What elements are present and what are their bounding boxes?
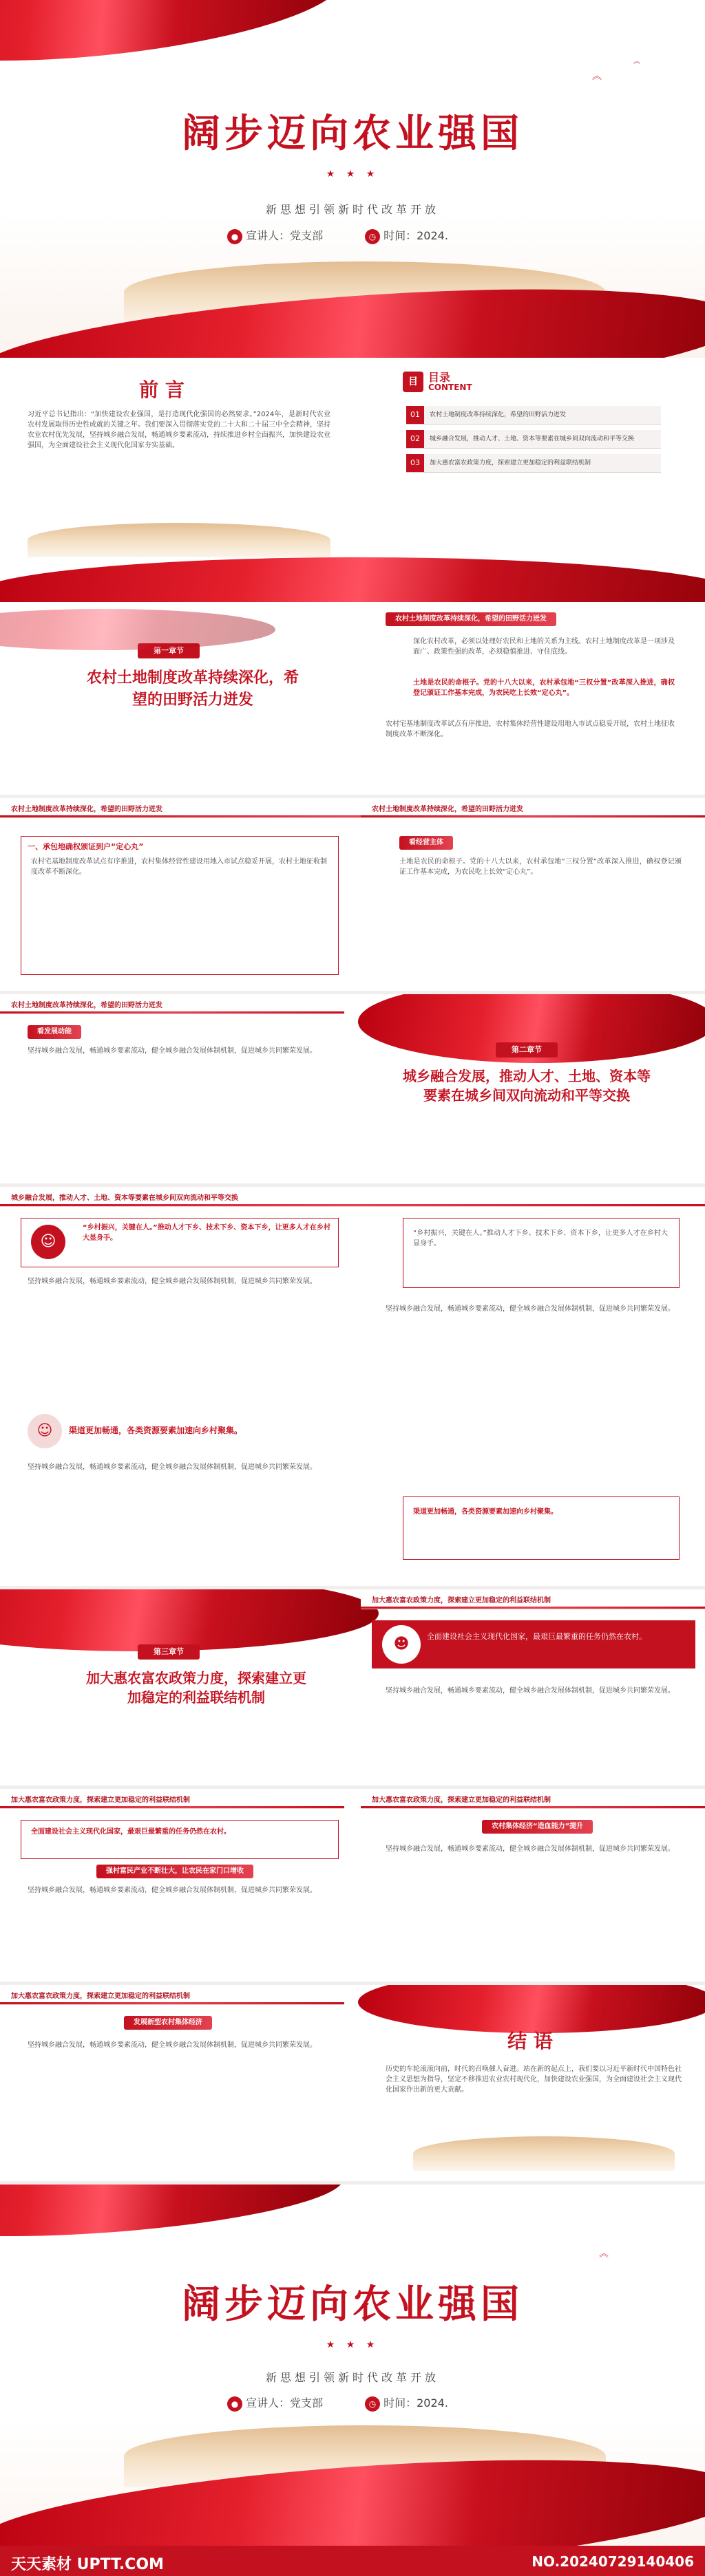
section-bar	[0, 1187, 705, 1207]
chapter3-body: 坚持城乡融合发展，畅通城乡要素流动，健全城乡融合发展体制机制，促进城乡共同繁荣发展。	[28, 1887, 317, 1894]
person-icon: ☻	[382, 1625, 421, 1664]
clock-icon: ◷	[365, 229, 380, 244]
chapter1-sub1: 一、承包地确权颁证到户“定心丸”	[28, 842, 144, 851]
toc-item[interactable]	[406, 406, 661, 425]
chapter3-sub2-pill: 农村集体经济“造血能力”提升	[482, 1820, 593, 1834]
preface-mountains	[28, 523, 330, 557]
chapter3-quote-box	[21, 1820, 339, 1859]
toc-item-label: 加大惠农富农政策力度，探索建立更加稳定的利益联结机制	[430, 460, 591, 466]
cover-slide	[0, 0, 705, 358]
cover-stars: ★ ★ ★	[326, 169, 379, 180]
chapter2-body2: 坚持城乡融合发展，畅通城乡要素流动，健全城乡融合发展体制机制，促进城乡共同繁荣发展。	[28, 1463, 317, 1471]
watermark-footer	[0, 2546, 705, 2576]
chapter3-tag: 第三章节	[138, 1644, 200, 1660]
chapter3-body: 坚持城乡融合发展，畅通城乡要素流动，健全城乡融合发展体制机制，促进城乡共同繁荣发展。	[386, 1687, 675, 1695]
chapter2-tag: 第二章节	[496, 1042, 558, 1058]
chapter1-section-pill: 农村土地制度改革持续深化，希望的田野活力迸发	[386, 612, 556, 626]
section-bar-line	[361, 1607, 705, 1609]
preface-slide	[0, 358, 705, 602]
section-bar	[0, 1789, 344, 1809]
conclusion-slide	[0, 1985, 705, 2181]
chapter1-ribbon	[0, 609, 275, 650]
section-bar-line	[0, 2002, 344, 2004]
conclusion-mountains	[413, 2136, 675, 2171]
chapter2-right-quote2: 渠道更加畅通，各类资源要素加速向乡村聚集。	[413, 1508, 558, 1516]
chapter1-para1: 土地是农民的命根子。党的十八大以来，农村承包地“三权分置”改革深入推进，确权登记颁证工作基本完成，为农民吃上长效“定心丸”。	[413, 679, 675, 697]
chapter1-intro: 深化农村改革，必须以处理好农民和土地的关系为主线。农村土地制度改革是一项涉及面广、政策性强的改革，必须稳慎推进、守住底线。	[413, 638, 675, 656]
end-ribbon-top	[0, 2185, 346, 2249]
chapter1-slide	[0, 602, 705, 795]
preface-ribbon	[0, 557, 705, 602]
chapter3-ribbon	[0, 1589, 379, 1651]
section-bar-line	[361, 815, 705, 817]
toc-title: 目录	[428, 371, 451, 384]
section-bar-label: 加大惠农富农政策力度，探索建立更加稳定的利益联结机制	[372, 1796, 551, 1804]
cover-subtitle: 新思想引领新时代改革开放	[265, 203, 439, 216]
bird-icon: ︽	[592, 71, 602, 82]
toc-item-number: 03	[406, 454, 424, 472]
chapter2-sub1-pill: 看发展动能	[28, 1025, 81, 1039]
section-bar	[361, 1789, 705, 1809]
section-bar-label: 加大惠农富农政策力度，探索建立更加稳定的利益联结机制	[11, 1796, 190, 1804]
section-bar-label: 加大惠农富农政策力度，探索建立更加稳定的利益联结机制	[11, 1993, 190, 2000]
chapter1-body-right: 土地是农民的命根子。党的十八大以来，农村承包地“三权分置”改革深入推进，确权登记颁证工作基本完成，为农民吃上长效“定心丸”。	[399, 858, 682, 876]
chapter3-body-right: 坚持城乡融合发展，畅通城乡要素流动，健全城乡融合发展体制机制，促进城乡共同繁荣发展。	[386, 1845, 675, 1853]
section-bar-line	[0, 1204, 705, 1206]
chapter3-quote: 全面建设社会主义现代化国家，最艰巨最繁重的任务仍然在农村。	[427, 1632, 646, 1641]
toc-item[interactable]	[406, 430, 661, 449]
chapter2-note: 渠道更加畅通，各类资源要素加速向乡村聚集。	[69, 1426, 243, 1435]
chapter2-right-quote-box2	[403, 1496, 680, 1560]
end-cover-slide	[0, 2185, 705, 2576]
conclusion-title: 结 语	[507, 2030, 553, 2052]
section-bar	[0, 1985, 344, 2005]
end-speaker	[227, 2394, 323, 2412]
section-bar-label: 加大惠农富农政策力度，探索建立更加稳定的利益联结机制	[372, 1597, 551, 1604]
end-stars: ★ ★ ★	[326, 2339, 379, 2350]
chapter2-right-body: 坚持城乡融合发展，畅通城乡要素流动，健全城乡融合发展体制机制，促进城乡共同繁荣发展。	[386, 1305, 675, 1313]
section-bar-label: 农村土地制度改革持续深化，希望的田野活力迸发	[11, 806, 162, 813]
chapter1-content-slide	[0, 798, 705, 991]
section-bar	[361, 798, 705, 818]
toc-item[interactable]	[406, 454, 661, 473]
chapter2-body: 坚持城乡融合发展，畅通城乡要素流动，健全城乡融合发展体制机制，促进城乡共同繁荣发展。	[28, 1047, 317, 1055]
chapter2-quote: “乡村振兴，关键在人。”推动人才下乡、技术下乡、资本下乡，让更多人才在乡村大显身手。	[83, 1224, 330, 1242]
chapter2-body: 坚持城乡融合发展，畅通城乡要素流动，健全城乡融合发展体制机制，促进城乡共同繁荣发展。	[28, 1278, 317, 1285]
chapter1-tag: 第一章节	[138, 643, 200, 658]
cover-time-label: 时间：2024.	[383, 229, 448, 242]
chapter1-body: 农村宅基地制度改革试点有序推进，农村集体经营性建设用地入市试点稳妥开展，农村土地征收制度改革不断深化。	[31, 858, 327, 876]
clock-icon: ◷	[365, 2396, 380, 2412]
end-time-label: 时间：2024.	[383, 2396, 448, 2409]
people-icon: ☺	[31, 1225, 65, 1259]
chapter3-sub3-pill: 发展新型农村集体经济	[124, 2016, 212, 2030]
chapter1-title: 农村土地制度改革持续深化，希望的田野活力迸发	[86, 669, 299, 709]
user-icon: ●	[227, 2396, 242, 2412]
section-bar-line	[0, 1011, 344, 1013]
toc-icon: 目	[403, 372, 423, 392]
watermark-left: 天天素材 UPTT.COM	[11, 2556, 164, 2573]
chapter2-slide	[0, 994, 705, 1183]
toc-item-label: 城乡融合发展，推动人才、土地、资本等要素在城乡间双向流动和平等交换	[430, 436, 635, 442]
user-icon: ●	[227, 229, 242, 244]
section-bar-label: 农村土地制度改革持续深化，希望的田野活力迸发	[11, 1002, 162, 1009]
end-subtitle: 新思想引领新时代改革开放	[265, 2371, 439, 2384]
bird-icon: ︽	[599, 2248, 609, 2260]
section-bar-line	[361, 1806, 705, 1808]
preface-title: 前 言	[139, 378, 185, 401]
cover-ribbon-top	[0, 0, 348, 80]
chapter3-slide	[0, 1589, 705, 1785]
section-bar-line	[0, 1806, 344, 1808]
watermark-right: NO.20240729140406	[532, 2553, 694, 2570]
cover-title: 阔步迈向农业强国	[182, 111, 523, 156]
end-time	[365, 2394, 448, 2412]
preface-text: 习近平总书记指出：“加快建设农业强国，是打造现代化强国的必然要求。”2024年，是新时代农业农村发展取得历史性成就的关键之年。我们要深入贯彻落实党的二十大和二十届三中全会精神，坚持农业农村优先发展，坚持城乡融合发展，畅通城乡要素流动，持续推进乡村全面振兴，加快建设农业强国，为全面建设社会主义现代化国家夯实基础。	[28, 411, 330, 449]
chapter2-right-quote: “乡村振兴，关键在人。”推动人才下乡、技术下乡、资本下乡，让更多人才在乡村大显身手。	[413, 1230, 668, 1247]
chapter1-para2: 农村宅基地制度改革试点有序推进，农村集体经营性建设用地入市试点稳妥开展，农村土地征收制度改革不断深化。	[386, 720, 675, 738]
toc-item-number: 01	[406, 406, 424, 424]
section-bar-label: 城乡融合发展，推动人才、土地、资本等要素在城乡间双向流动和平等交换	[11, 1194, 238, 1202]
cover-time	[365, 227, 448, 244]
section-bar-label: 农村土地制度改革持续深化，希望的田野活力迸发	[372, 806, 523, 813]
end-title: 阔步迈向农业强国	[182, 2282, 523, 2327]
toc-item-label: 农村土地制度改革持续深化，希望的田野活力迸发	[430, 411, 567, 418]
toc-item-number: 02	[406, 430, 424, 448]
chapter3-sub1-pill: 强村富民产业不断壮大，让农民在家门口增收	[96, 1865, 253, 1878]
chapter3-body2: 坚持城乡融合发展，畅通城乡要素流动，健全城乡融合发展体制机制，促进城乡共同繁荣发展。	[28, 2041, 317, 2049]
chapter2-content-slide	[0, 1187, 705, 1586]
chapter3-title: 加大惠农富农政策力度，探索建立更加稳定的利益联结机制	[86, 1670, 306, 1706]
conclusion-text: 历史的车轮滚滚向前，时代的召唤催人奋进。站在新的起点上，我们要以习近平新时代中国特色社会主义思想为指导，坚定不移推进农业农村现代化，加快建设农业强国，为全面建设社会主义现代化国家作出新的更大贡献。	[386, 2065, 682, 2094]
end-speaker-label: 宣讲人：党支部	[246, 2396, 324, 2409]
chapter3-content-slide	[0, 1789, 705, 1982]
section-bar	[361, 1589, 705, 1609]
chapter2-title: 城乡融合发展，推动人才、土地、资本等要素在城乡间双向流动和平等交换	[403, 1068, 651, 1104]
cover-speaker-label: 宣讲人：党支部	[246, 229, 324, 242]
chapter3-quote-small: 全面建设社会主义现代化国家，最艰巨最繁重的任务仍然在农村。	[31, 1828, 231, 1836]
section-bar	[0, 994, 344, 1014]
cover-speaker	[227, 227, 323, 244]
toc-subtitle: CONTENT	[428, 383, 472, 392]
chapter1-sub2-pill: 看经营主体	[399, 836, 453, 850]
bird-icon: ︽	[633, 58, 640, 65]
smile-icon: ☺	[28, 1414, 62, 1448]
